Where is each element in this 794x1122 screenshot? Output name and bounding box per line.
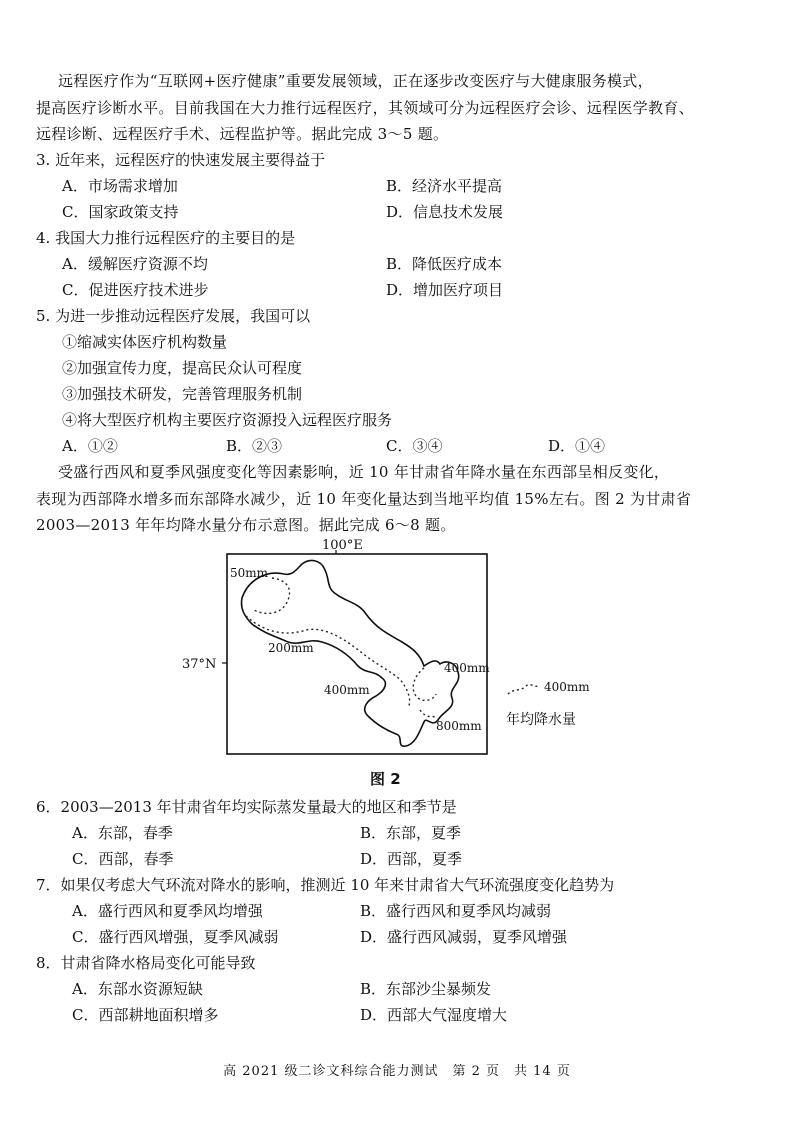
question-4-stem: 4. 我国大力推行远程医疗的主要目的是 — [36, 229, 296, 247]
longitude-label: 100°E — [322, 538, 363, 553]
q6-option-b: B．东部，夏季 — [360, 824, 462, 842]
isoline-label-400mm-east: 400mm — [444, 661, 490, 675]
q6-option-a: A．东部，春季 — [72, 824, 173, 842]
latitude-label: 37°N — [182, 657, 217, 672]
legend-isoline-sample — [508, 685, 540, 694]
q5-item-1: ①缩减实体医疗机构数量 — [62, 333, 228, 351]
q6-option-d: D．西部，夏季 — [360, 850, 463, 868]
isoline-800mm — [420, 710, 436, 717]
isoline-label-200mm: 200mm — [268, 641, 314, 655]
q3-option-c: C．国家政策支持 — [62, 203, 179, 221]
isoline-label-800mm: 800mm — [436, 719, 482, 733]
figure-caption: 图 2 — [370, 770, 401, 788]
q5-item-3: ③加强技术研发，完善管理服务机制 — [62, 385, 303, 403]
passage2-line-2: 表现为西部降水增多而东部降水减少，近 10 年变化量达到当地平均值 15%左右。图 2 为甘肃省 — [36, 490, 692, 508]
q7-option-b: B．盛行西风和夏季风均减弱 — [360, 902, 552, 920]
isoline-400mm-east — [413, 668, 436, 700]
q7-option-d: D．盛行西风减弱，夏季风增强 — [360, 928, 568, 946]
q4-option-c: C．促进医疗技术进步 — [62, 281, 209, 299]
q5-item-4: ④将大型医疗机构主要医疗资源投入远程医疗服务 — [62, 411, 393, 429]
passage2-line-1: 受盛行西风和夏季风强度变化等因素影响，近 10 年甘肃省年降水量在东西部呈相反变化， — [58, 463, 670, 481]
passage1-line-3: 远程诊断、远程医疗手术、远程监护等。据此完成 3～5 题。 — [36, 125, 449, 143]
passage2-line-3: 2003—2013 年年均降水量分布示意图。据此完成 6～8 题。 — [36, 516, 456, 534]
page-footer: 高 2021 级二诊文科综合能力测试 第 2 页 共 14 页 — [223, 1064, 571, 1079]
question-3-stem: 3. 近年来，远程医疗的快速发展主要得益于 — [36, 151, 326, 169]
q5-option-c: C．③④ — [386, 437, 443, 455]
q8-option-a: A．东部水资源短缺 — [72, 980, 203, 998]
isoline-label-50mm: 50mm — [230, 566, 269, 580]
q6-option-c: C．西部，春季 — [72, 850, 174, 868]
passage1-line-1: 远程医疗作为“互联网+医疗健康”重要发展领域，正在逐步改变医疗与大健康服务模式， — [58, 72, 653, 90]
q5-option-b: B．②③ — [226, 437, 283, 455]
q5-item-2: ②加强宣传力度，提高民众认可程度 — [62, 359, 303, 377]
q3-option-d: D．信息技术发展 — [386, 203, 504, 221]
q8-option-c: C．西部耕地面积增多 — [72, 1006, 219, 1024]
q4-option-d: D．增加医疗项目 — [386, 281, 504, 299]
question-8-stem: 8．甘肃省降水格局变化可能导致 — [36, 954, 256, 972]
question-6-stem: 6．2003—2013 年甘肃省年均实际蒸发量最大的地区和季节是 — [36, 798, 457, 816]
q8-option-b: B．东部沙尘暴频发 — [360, 980, 492, 998]
isoline-label-400mm-west: 400mm — [324, 683, 370, 697]
q5-option-d: D．①④ — [548, 437, 606, 455]
q3-option-b: B．经济水平提高 — [386, 177, 503, 195]
question-5-stem: 5. 为进一步推动远程医疗发展，我国可以 — [36, 307, 311, 325]
legend-value: 400mm — [544, 680, 590, 694]
isoline-50mm — [254, 578, 290, 613]
q4-option-b: B．降低医疗成本 — [386, 255, 503, 273]
legend-label: 年均降水量 — [506, 712, 576, 728]
passage1-line-2: 提高医疗诊断水平。目前我国在大力推行远程医疗，其领域可分为远程医疗会诊、远程医学教育、 — [36, 99, 694, 117]
q7-option-a: A．盛行西风和夏季风均增强 — [72, 902, 263, 920]
q7-option-c: C．盛行西风增强，夏季风减弱 — [72, 928, 279, 946]
precipitation-map — [182, 538, 626, 765]
q8-option-d: D．西部大气湿度增大 — [360, 1006, 508, 1024]
q5-option-a: A．①② — [62, 437, 118, 455]
q4-option-a: A．缓解医疗资源不均 — [62, 255, 208, 273]
question-7-stem: 7．如果仅考虑大气环流对降水的影响，推测近 10 年来甘肃省大气环流强度变化趋势为 — [36, 876, 615, 894]
q3-option-a: A．市场需求增加 — [62, 177, 178, 195]
